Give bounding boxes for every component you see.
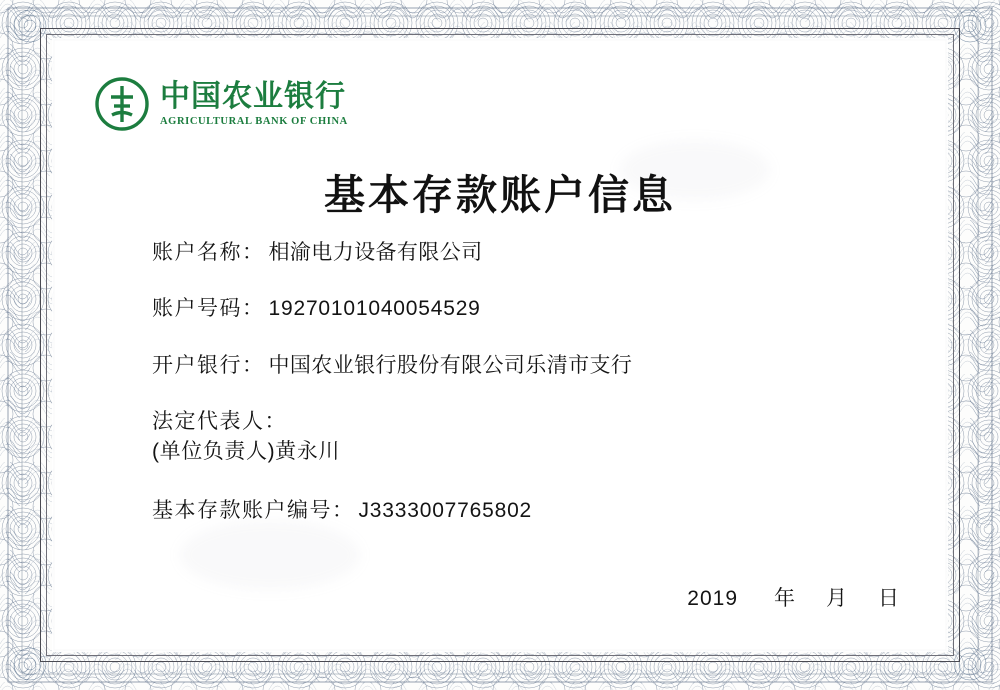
field-value-account-name: 相渝电力设备有限公司 [268, 241, 483, 264]
field-label-account-code: 基本存款账户编号： [152, 498, 355, 522]
bank-name-group [160, 81, 348, 128]
field-row-account-code [152, 497, 912, 525]
issue-date-line [687, 582, 900, 612]
field-row-account-number [152, 295, 912, 323]
certificate-content [46, 34, 954, 656]
bank-name-cn: 中国农业银行 [160, 79, 346, 113]
field-label-account-number: 账户号码： [152, 297, 265, 321]
field-value-account-number: 19270101040054529 [268, 297, 481, 321]
field-row-legal-representative [152, 408, 912, 467]
field-label-account-name: 账户名称： [152, 241, 265, 264]
issue-date-year: 2019 [687, 587, 738, 610]
field-value-account-code: J3333007765802 [358, 498, 533, 522]
bank-logo-block [94, 76, 348, 132]
field-value-opening-bank: 中国农业银行股份有限公司乐清市支行 [268, 353, 633, 377]
field-value-legal-representative: (单位负责人)黄永川 [152, 440, 340, 464]
field-row-account-name [152, 239, 912, 267]
field-label-legal-representative: 法定代表人： [152, 410, 287, 434]
field-row-opening-bank [152, 352, 912, 380]
account-fields [152, 239, 912, 553]
issue-date-year-unit: 年 [774, 587, 796, 610]
bank-name-en: AGRICULTURAL BANK OF CHINA [160, 116, 348, 128]
page-title: 基本存款账户信息 [324, 172, 676, 218]
field-label-opening-bank: 开户银行： [152, 353, 265, 377]
issue-date-day-unit: 日 [878, 587, 900, 610]
issue-date-month-unit: 月 [826, 587, 848, 610]
abc-bank-logo-icon [94, 76, 150, 132]
